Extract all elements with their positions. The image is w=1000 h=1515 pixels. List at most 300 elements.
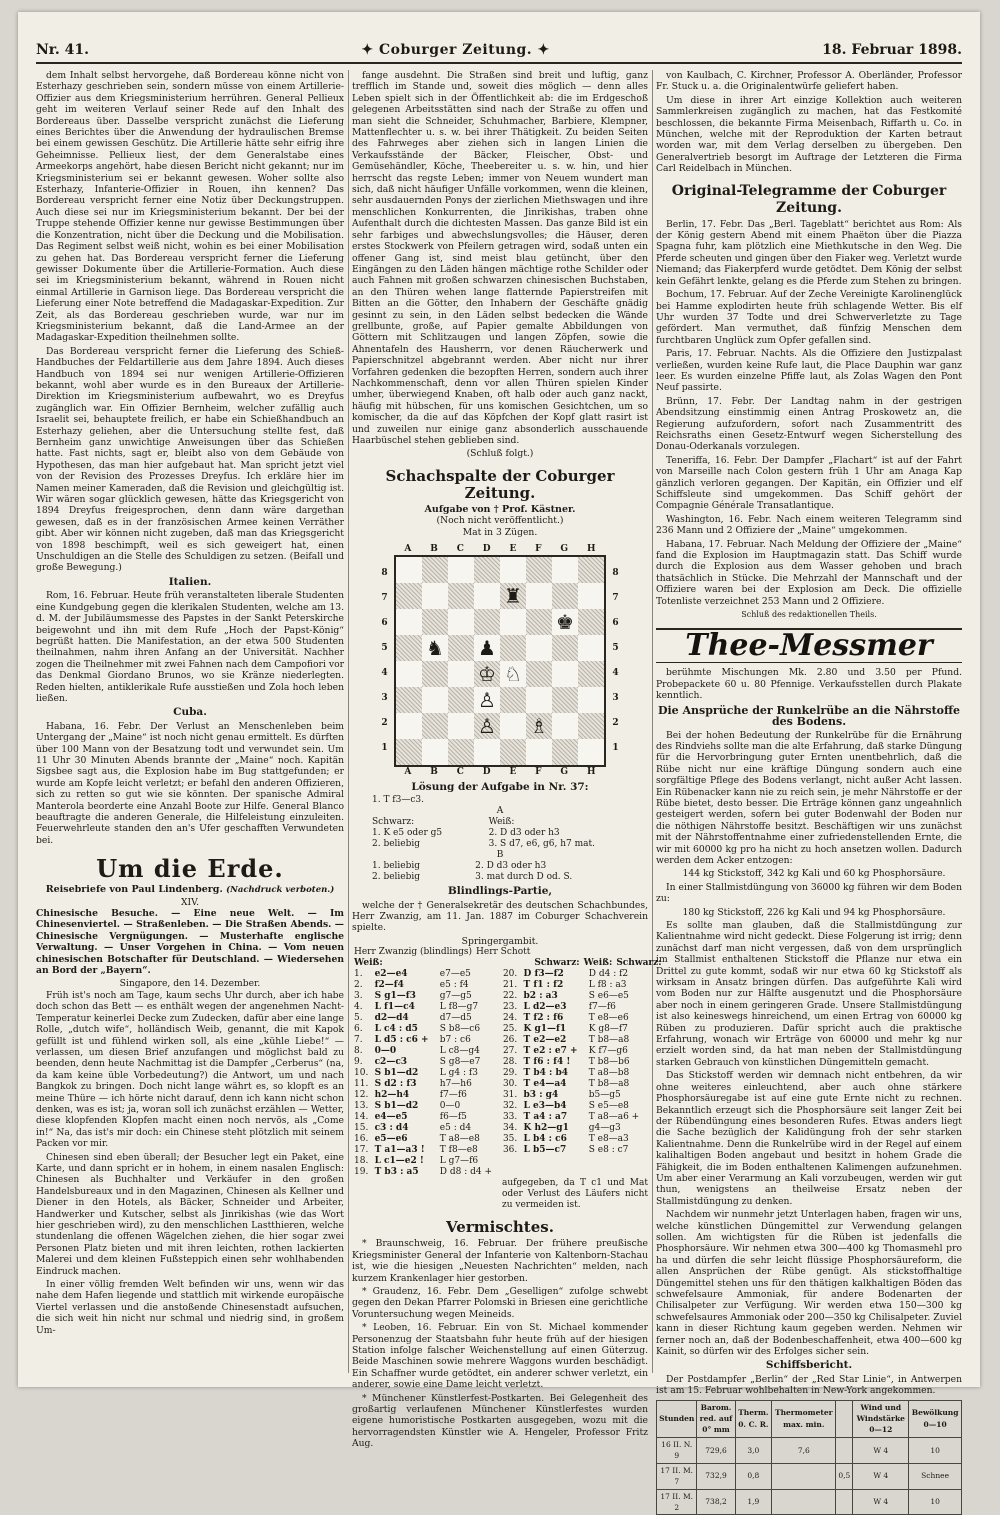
table-cell: 7,6 — [772, 1437, 836, 1463]
move-row — [352, 1112, 648, 1123]
chess-square — [422, 739, 448, 765]
move-number: 30. — [502, 1079, 518, 1090]
move: 2. D d3 oder h3 — [488, 828, 560, 839]
player-white: Herr Zwanzig (blindlings) — [354, 947, 473, 958]
rank-label: 6 — [381, 618, 388, 629]
move-number: 21. — [502, 980, 518, 991]
move: S g8—e7 — [439, 1057, 481, 1068]
chess-square — [500, 687, 526, 713]
move: K g1—f1 — [523, 1024, 567, 1035]
table-cell: 1,9 — [735, 1489, 772, 1515]
move — [522, 1156, 587, 1167]
table-cell: 16 II. N. 9 — [657, 1437, 697, 1463]
file-label: G — [560, 544, 569, 555]
move: e5 : d4 — [439, 1123, 472, 1134]
file-label: D — [482, 544, 491, 555]
table-header: Bewölkung 0—10 — [909, 1400, 962, 1437]
move-number: 28. — [502, 1057, 518, 1068]
table-header: Wind und Windstärke 0—12 — [853, 1400, 909, 1437]
move: 3. S d7, e6, g6, h7 mat. — [488, 839, 596, 850]
move: K h2—g1 — [523, 1123, 569, 1134]
file-label: C — [456, 767, 464, 778]
chess-square — [448, 661, 474, 687]
chess-square — [422, 713, 448, 739]
file-label: H — [586, 544, 596, 555]
chess-mate-in: Mat in 3 Zügen. — [462, 526, 538, 538]
chess-square — [474, 557, 500, 583]
table-row — [657, 1489, 962, 1515]
chess-square — [526, 583, 552, 609]
article-paragraph: Das Bordereau verspricht ferner die Lieferung des Schieß-Handbuches der Feldartillerie aus dem Jahre 1894. Auch dieses Handbuch von 1894 sei nur wenigen Artillerie-Offizieren bekannt, wohl aber wurde es in den Bureaux der Artillerie-Direktion im Kriegsministerium aufbewahrt, wo es Dreyfus zugänglich war. Ein Offizier Bernheim, welcher zufällig auch Israelit sei, behauptete freilich, er habe ein Schießhandbuch an Esterhazy geliehen, aber die Untersuchung stellte fest, daß Bernheim ganz unwichtige Anweisungen über das Schießen hatte. Fast nichts, sagt er, bleibt also von dem Gebäude von Hypothesen, das man hier aufgebaut hat. Man spricht jetzt viel von der Revision des Prozesses Dreyfus. Ich erkläre hier im Namen meiner Kameraden, daß die Revision und gleichgültig ist. Wir wären sogar glücklich gewesen, hätte das Kriegsgericht von 1894 Dreyfus freigesprochen, denn dann wäre dargethan gewesen, daß es in der französischen Armee keinen Verräther gibt. Aber wir können nicht zugeben, daß man das Kriegsgericht von 1898 beschimpft, weil es sich geweigert hat, einen Unschuldigen an die Stelle des Schuldigen zu setzen. (Beifall und große Bewegung.) — [36, 345, 344, 574]
move: b7 : c6 — [439, 1035, 471, 1046]
table-header: Therm. 0. C. R. — [735, 1400, 772, 1437]
move-number: 11. — [354, 1079, 369, 1090]
move-number: 2. — [354, 980, 363, 991]
game-moves — [352, 947, 662, 1211]
chess-square — [552, 687, 578, 713]
chess-square — [396, 739, 422, 765]
move: T b8—a8 — [588, 1079, 630, 1090]
chess-square — [422, 583, 448, 609]
white-header: Weiß: — [354, 958, 383, 969]
table-header: Barom. red. auf 0° mm — [697, 1400, 735, 1437]
table-cell: W 4 — [853, 1463, 909, 1489]
move-number: 8. — [354, 1046, 363, 1057]
telegram: Brünn, 17. Febr. Der Landtag nahm in der gestrigen Abendsitzung einstimmig einen Antrag Proskowetz an, die Regierung aufzufordern, sofort nach Zusammentritt des Reichsraths einen Gesetz-Entwurf wegen Sicherstellung des Donau-Oderkanals vorzulegen. — [656, 395, 962, 453]
move-row — [352, 1090, 648, 1101]
news-item: * Graudenz, 16. Febr. Dem „Geselligen“ zufolge schwebt gegen den Dekan Pfarrer Polomski in Briesen eine gerichtliche Voruntersuchung wegen Meineids. — [352, 1285, 648, 1320]
move-number: 10. — [354, 1068, 369, 1079]
table-cell: W 4 — [853, 1437, 909, 1463]
move-number: 17. — [354, 1145, 369, 1156]
move: L d5 : c6 + — [374, 1035, 429, 1046]
continuation-note: (Schluß folgt.) — [466, 448, 534, 460]
file-label: A — [404, 767, 412, 778]
move: L c4 : d5 — [374, 1024, 418, 1035]
move: S b1—d2 — [374, 1068, 419, 1079]
move-row — [352, 1024, 648, 1035]
move-number: 12. — [354, 1090, 369, 1101]
chess-square — [396, 661, 422, 687]
chess-square — [448, 739, 474, 765]
move-number: 19. — [354, 1167, 369, 1178]
telegram-heading: Original-Telegramme der Coburger Zeitung. — [671, 182, 947, 216]
white-header: Weiß: — [583, 958, 613, 969]
move: T e8—a3 — [588, 1134, 629, 1145]
chess-square — [578, 557, 604, 583]
move: L c8—g4 — [439, 1046, 480, 1057]
chess-square — [526, 661, 552, 687]
move-number: 7. — [354, 1035, 363, 1046]
news-item: * Braunschweig, 16. Februar. Der frühere preußische Kriegsminister General der Infanterie von Kaltenborn-Stachau ist, wie die hiesigen „Neuesten Nachrichten“ melden, nach kurzem Krankenlager hier gestorben. — [352, 1238, 648, 1284]
file-label: B — [430, 544, 438, 555]
move-number: 13. — [354, 1101, 369, 1112]
telegram: Berlin, 17. Febr. Das „Berl. Tageblatt“ berichtet aus Rom: Als der König gestern Abend mit einem Phaëton über die Piazza Spagna fuhr, kam plötzlich eine Miethkutsche in den Weg. Die Pferde scheuten und gingen über den Fiaker weg. Verletzt wurde Niemand; das Fiakerpferd wurde getödtet. Dem König der selbst kein Gefährt lenkte, gelang es die Pferde zum Stehen zu bringen. — [656, 218, 962, 287]
player-black: Herr Schott — [476, 947, 531, 958]
table-cell: 0,5 — [836, 1463, 853, 1489]
move-row — [352, 1079, 648, 1090]
chess-square — [552, 713, 578, 739]
article-paragraph: 180 kg Stickstoff, 226 kg Kali und 94 kg Phosphorsäure. — [682, 906, 946, 918]
chess-square — [422, 661, 448, 687]
ship-report-heading: Schiffsbericht. — [765, 1359, 853, 1372]
issue-date: 18. Februar 1898. — [822, 42, 962, 58]
move-row — [352, 991, 648, 1002]
chess-square — [500, 635, 526, 661]
table-cell: 732,9 — [697, 1463, 735, 1489]
move: S g1—f3 — [374, 991, 416, 1002]
chess-square — [500, 557, 526, 583]
move-number: 1. — [354, 969, 363, 980]
chess-square — [578, 713, 604, 739]
move-row — [352, 1057, 648, 1068]
article-paragraph: Das Stickstoff werden wir demnach nicht entbehren, da wir ohne weiteres einleuchtend, aber auch ohne stärkere Phosphorsäuregabe ist auf eine gute Ernte nicht zu rechnen. Bekanntlich erzeugt sich die Phosphorsäure seit langer Zeit bei der Rübendüngung eines besonderen Rufes. Etwas anders liegt die Sache bezüglich der Kalidüngung froh der sehr starken Kalientnahme. Denn die Runkelrübe wird in der Regel auf einem kalihaltigen Boden angebaut und besitzt in hohem Grade die Fähigkeit, die im Boden enthaltenen Kalimengen aufzunehmen. Um aber einer Verarmung an Kali vorzubeugen, werden wir gut thun, wenigstens an theilweise Ersatz neben der Stallmistdüngung zu denken. — [656, 1070, 962, 1207]
chess-piece-square: ♞ — [422, 635, 448, 661]
move — [587, 1167, 648, 1178]
file-labels-bottom — [375, 767, 625, 778]
chess-square — [474, 609, 500, 635]
rank-label: 2 — [612, 718, 619, 729]
chess-square — [422, 687, 448, 713]
move-row — [352, 1123, 648, 1134]
move: S e8 : c7 — [588, 1145, 629, 1156]
chess-square — [552, 661, 578, 687]
chess-square — [474, 583, 500, 609]
move-number: 18. — [354, 1156, 369, 1167]
move-number: 15. — [354, 1123, 369, 1134]
chess-square — [526, 609, 552, 635]
rank-label: 4 — [381, 668, 388, 679]
table-cell: 738,2 — [697, 1489, 735, 1515]
move: 2. beliebig — [372, 872, 421, 883]
move-number: 35. — [502, 1134, 518, 1145]
file-label: E — [509, 544, 517, 555]
move: e5—e6 — [374, 1134, 408, 1145]
move: T b8—a8 — [588, 1035, 630, 1046]
table-header — [836, 1400, 853, 1437]
move-row — [352, 1145, 648, 1156]
move: T e2 : e7 + — [523, 1046, 578, 1057]
table-cell: 17 II. M. 7 — [657, 1463, 697, 1489]
move: g4—g3 — [588, 1123, 621, 1134]
chess-problem-author: Aufgabe von † Prof. Kästner. — [424, 503, 576, 515]
tea-advertisement-logo: Thee-Messmer — [656, 628, 962, 663]
rank-label: 1 — [612, 743, 619, 754]
move: T b3 : a5 — [374, 1167, 419, 1178]
chess-square — [448, 583, 474, 609]
moves-table — [352, 969, 648, 1178]
chess-square — [448, 713, 474, 739]
chess-board — [394, 555, 606, 767]
rank-label: 8 — [612, 568, 619, 579]
black-header: Schwarz: — [616, 958, 662, 969]
chess-square — [422, 609, 448, 635]
chess-square — [578, 583, 604, 609]
move: L d2—e3 — [523, 1002, 567, 1013]
variation-a-label: A — [496, 806, 504, 817]
telegram: Bochum, 17. Februar. Auf der Zeche Vereinigte Karolinenglück bei Hamme explodirten heute früh schlagende Wetter. Bis elf Uhr wurden 37 Todte und drei Schwerverletzte zu Tage gefördert. Man vermuthet, daß fünfzig Menschen dem furchtbaren Unglück zum Opfer gefallen sind. — [656, 289, 962, 346]
feuilleton-subtitle — [36, 884, 344, 896]
move-row — [352, 1002, 648, 1013]
chess-square — [500, 739, 526, 765]
move-row — [352, 1035, 648, 1046]
chess-square — [396, 687, 422, 713]
chess-square — [448, 635, 474, 661]
move: S e6—e5 — [588, 991, 629, 1002]
move: L f8—g7 — [439, 1002, 479, 1013]
move: e5 : f4 — [439, 980, 469, 991]
article-paragraph: Rom, 16. Februar. Heute früh veranstalteten liberale Studenten eine Kundgebung gegen die klerikalen Studenten, welche am 13. d. M. der Jubiläumsmesse des Papstes in der Sankt Peterskirche beigewohnt und ihn mit dem Rufe „Hoch der Papst-König“ begrüßt hatten. Die Manifestation, an der etwa 500 Studenten theilnahmen, nahm ihren Anfang an der Universität. Nachher zogen die Theilnehmer mit zwei Fahnen nach dem Campofiori vor das Denkmal Giordano Brunos, wo sie Kränze niederlegten. Reden hielten, antiklerikale Rufe ausstießen und Zola hoch leben ließen. — [36, 590, 344, 704]
chess-square — [578, 661, 604, 687]
rank-label: 3 — [612, 693, 619, 704]
move: g7—g5 — [439, 991, 472, 1002]
move-number — [501, 1167, 522, 1178]
file-label: F — [535, 767, 542, 778]
chess-square — [552, 739, 578, 765]
move: L e3—b4 — [523, 1101, 567, 1112]
move: 0—0 — [439, 1101, 461, 1112]
tea-advertisement-text: berühmte Mischungen Mk. 2.80 und 3.50 per Pfund. Probepackete 60 u. 80 Pfennige. Verkaufsstellen durch Plakate kenntlich. — [656, 667, 962, 702]
chapter-number: XIV. — [180, 896, 200, 908]
move-number: 31. — [502, 1090, 518, 1101]
move-number: 6. — [354, 1024, 363, 1035]
move: T a4 : a7 — [523, 1112, 568, 1123]
move-number — [501, 1156, 522, 1167]
chess-unpublished-note: (Noch nicht veröffentlicht.) — [436, 515, 564, 527]
move: f7—f6 — [439, 1090, 467, 1101]
move: T a1—a3 ! — [374, 1145, 425, 1156]
telegram: Paris, 17. Februar. Nachts. Als die Offiziere den Justizpalast verließen, wurden keine Rufe laut, die Place Dauphin war ganz leer. Es wurden einzelne Pfiffe laut, als Zolas Wagen den Pont Neuf passirte. — [656, 348, 962, 394]
move: 2. D d3 oder h3 — [475, 861, 547, 872]
chess-piece-square: ♚ — [552, 609, 578, 635]
file-label: D — [482, 767, 491, 778]
move: c2—c3 — [374, 1057, 408, 1068]
move: S e5—e8 — [588, 1101, 629, 1112]
chess-piece-square: ♘ — [500, 661, 526, 687]
move — [587, 1156, 648, 1167]
chess-square — [526, 557, 552, 583]
move-number: 4. — [354, 1002, 363, 1013]
move: T f1 : f2 — [523, 980, 564, 991]
move: T b4 : b4 — [523, 1068, 569, 1079]
chess-piece-square: ♗ — [526, 713, 552, 739]
chess-square — [396, 635, 422, 661]
table-header: Stunden — [657, 1400, 697, 1437]
newspaper-title: ✦ Coburger Zeitung. ✦ — [361, 42, 550, 58]
move: h2—h4 — [374, 1090, 410, 1101]
move: 1. K e5 oder g5 — [372, 828, 443, 839]
solution-key-move: 1. T f3—c3. — [372, 795, 424, 806]
table-cell: 0,8 — [735, 1463, 772, 1489]
white-label: Weiß: — [488, 817, 515, 828]
move-number: 9. — [354, 1057, 363, 1068]
move: b3 : g4 — [523, 1090, 559, 1101]
move: T a8—a6 + — [588, 1112, 640, 1123]
move-row — [352, 1167, 648, 1178]
move: L c1—e2 ! — [374, 1156, 424, 1167]
rank-label: 5 — [381, 643, 388, 654]
news-item: * Leoben, 16. Februar. Ein von St. Michael kommender Personenzug der Staatsbahn fuhr heute früh auf der hiesigen Station infolge falscher Weichenstellung auf einen Güterzug. Beide Maschinen sowie mehrere Waggons wurden beschädigt. Ein Schaffner wurde getödtet, ein anderer schwer verletzt, ein anderer, sowie eine Dame leicht verletzt. — [352, 1322, 648, 1391]
move: S b8—c6 — [439, 1024, 481, 1035]
rank-label: 4 — [612, 668, 619, 679]
move: f7—f6 — [588, 1002, 616, 1013]
move-number: 3. — [354, 991, 363, 1002]
move-number: 16. — [354, 1134, 369, 1145]
move: b2 : a3 — [523, 991, 558, 1002]
masthead-rule — [36, 62, 962, 64]
chess-piece-square: ♔ — [474, 661, 500, 687]
rank-label: 1 — [381, 743, 388, 754]
move-row — [352, 1101, 648, 1112]
chess-square — [526, 635, 552, 661]
chess-square — [422, 557, 448, 583]
move: T a8—e8 — [439, 1134, 480, 1145]
move: 2. beliebig — [372, 839, 421, 850]
chess-piece-square: ♟ — [474, 635, 500, 661]
article-paragraph: Früh ist's noch am Tage, kaum sechs Uhr durch, aber ich habe doch schon das Bett — es enthält wegen der angenehmen Nacht-Temperatur keinerlei Decke zum Zudecken, dafür aber eine lange Rolle, „dutch wife“, holländisch Weib, genannt, die mit Kapok gefüllt ist und fühlend wirken soll, als eine „kühle Liebe!“ — verlassen, um diesen Brief anzufangen und möglichst bald zu beenden, denn heute Nachmittag ist die Dampfer „Cerberus“ (na, da kam keine üble Vorbedeutung?) die Antwort, um und nach Bangkok zu bringen. Doch nicht lange währt es, so klopft es an meine Thüre — ich hörte nicht darauf, denn ich kann nicht schon denken, was es ist; ja, woran soll ich zunächst erzählen — Wetter, diese klopfenden Klopfen macht einen noch nervös, als „Come in!“ Na, das ist's mir doch: ein Chinese steht plötzlich mit seinem Packen vor mir. — [36, 989, 344, 1150]
chess-piece-square: ♜ — [500, 583, 526, 609]
chess-square — [396, 583, 422, 609]
article-paragraph: von Kaulbach, C. Kirchner, Professor A. Oberländer, Professor Fr. Stuck u. a. die Originalentwürfe geliefert haben. — [656, 70, 962, 93]
move-row — [352, 1156, 648, 1167]
chess-square — [526, 739, 552, 765]
chess-piece-square: ♙ — [474, 713, 500, 739]
article-paragraph: 144 kg Stickstoff, 342 kg Kali und 60 kg Phosphorsäure. — [682, 868, 946, 880]
chess-square — [500, 713, 526, 739]
move-number: 23. — [502, 1002, 518, 1013]
rank-labels-left — [375, 561, 394, 761]
chess-square — [448, 687, 474, 713]
section-heading-cuba: Cuba. — [173, 706, 207, 719]
section-heading-italien: Italien. — [168, 575, 212, 588]
article-paragraph: Um diese in ihrer Art einzige Kollektion auch weiteren Sammlerkreisen zugänglich zu machen, hat das Festkomité beschlossen, die bekannte Firma Meisenbach, Riffarth u. Co. in München, welche mit der Reproduktion der Karten betraut worden war, mit dem Verlag derselben zu übergeben. Den Generalvertrieb besorgt im Auftrage der Letzteren die Firma Carl Reidelbach in München. — [656, 94, 962, 175]
newspaper-page — [18, 12, 980, 1512]
move: T a8—b8 — [588, 1068, 630, 1079]
news-item: * Münchener Künstlerfest-Postkarten. Bei Gelegenheit des großartig verlaufenen Münchener Künstlerfestes wurden eigene humoristische Postkarten ausgegeben, wozu mit die hervorragendsten Künstler wie A. Hengeler, Professor Fritz Aug. — [352, 1392, 648, 1450]
blindfold-game-intro: welche der † Generalsekretär des deutschen Schachbundes, Herr Zwanzig, am 11. Jan. 1887 im Coburger Schachverein spielte. — [352, 899, 648, 934]
move: b5—g5 — [588, 1090, 621, 1101]
move-number: 14. — [354, 1112, 369, 1123]
black-label: Schwarz: — [372, 817, 415, 828]
chess-square — [474, 739, 500, 765]
move-row — [352, 1013, 648, 1024]
chess-column-title: Schachspalte der Coburger Zeitung. — [385, 466, 615, 502]
move-number: 20. — [502, 969, 518, 980]
chess-square — [526, 687, 552, 713]
move: S d2 : f3 — [374, 1079, 417, 1090]
article-heading-runkelruebe: Die Ansprüche der Runkelrübe an die Nährstoffe des Bodens. — [657, 703, 961, 729]
opening-name: Springergambit. — [461, 935, 539, 947]
feuilleton-title: Um die Erde. — [96, 854, 284, 884]
variation-a — [352, 817, 648, 850]
move: T f8—e8 — [439, 1145, 478, 1156]
table-cell: 10 — [909, 1489, 962, 1515]
masthead — [36, 34, 962, 58]
article-paragraph: fange ausdehnt. Die Straßen sind breit und luftig, ganz trefflich im Stande und, soweit dies möglich — denn alles Leben spielt sich in der Öffentlichkeit ab: die im Erdgeschoß gelegenen Arbeitsstätten sind nach der Straße zu offen und man sieht die Schneider, Schuhmacher, Barbiere, Klempner, Mattenflechter u. s. w. bei ihrer Thätigkeit. Zu beiden Seiten des Fahrweges aber ziehen sich in langen Linien die Verkaufsstände der Bäcker, Fleischer, Obst- und Gemüsehändler, Köche, Theebereiter u. s. w. hin, und hier herrscht das regste Leben; immer von Neuem wundert man sich, daß nicht häufiger Unfälle vorkommen, wenn die kleinen, sehr ausdauernden Ponys der zierlichen Miethswagen und ihre menschlichen Konkurrenten, die Jinrikishas, traben ohne Aufenthalt durch die dichtesten Massen. Das ganze Bild ist ein sehr farbiges und abwechslungsvolles; die Häuser, deren erstes Stockwerk von Pfeilern getragen wird, sodaß unten ein offener Gang ist, sind meist blau getüncht, über den Eingängen zu den Läden hängen mächtige rothe Schilder oder auch Fahnen mit großen schwarzen chinesischen Buchstaben, an den Thüren wehen lange flatternde Papierstreifen mit Bitten an die Götter, den Inhabern der Geschäfte gnädig gesinnt zu sein, in den Läden selbst bedecken die Wände grellbunte, große, auf Papier gemalte Abbildungen von Göttern mit Schlitzaugen und langen Zöpfen, sowie die Ahnentafeln des Hausherrn, vor denen Räucherwerk und Papierschnitzel abgebrannt werden. Aber nicht nur ihrer Vorfahren gedenken die bezopften Herren, sondern auch ihrer Nachkommenschaft, denn vor allen Thüren spielen Kinder umher, überwiegend Knaben, oft halb oder auch ganz nackt, häufig mit hübschen, für uns komischen Gesichtchen, um so komischer, da die auf das Köpfchen der Kopf glatt rasirt ist und zuweilen nur einige ganz absonderlich ausschauende Haarbüschel stehen geblieben sind. — [352, 70, 648, 446]
move: T e4—a4 — [523, 1079, 567, 1090]
move-number: 24. — [502, 1013, 518, 1024]
blindfold-game-heading: Blindlings-Partie, — [447, 885, 553, 898]
move-number: 27. — [502, 1046, 518, 1057]
chapter-summary: Chinesische Besuche. — Eine neue Welt. — Im Chinesenviertel. — Straßenleben. — Die Straßen Abends. — Chinesische Vergnügungen. — Musterhafte englische Verwaltung. — Unser Vorgehen in China. — Vom neuen chinesischen Botschafter für Deutschland. — Wiedersehen an Bord der „Bayern“. — [36, 908, 344, 977]
chess-square — [552, 557, 578, 583]
telegram: Teneriffa, 16. Febr. Der Dampfer „Flachart“ ist auf der Fahrt von Marseille nach Colon gestern früh 1 Uhr am Anaga Kap gänzlich verloren gegangen. Der Kapitän, ein Offizier und elf Schiffsleute sind umgekommen. Das Schiff gehört der Compagnie Générale Transatlantique. — [656, 454, 962, 512]
solution — [352, 795, 648, 883]
file-label: E — [509, 767, 517, 778]
chess-square — [552, 583, 578, 609]
move-row — [352, 1068, 648, 1079]
table-cell — [836, 1489, 853, 1515]
black-header: Schwarz: — [534, 958, 580, 969]
table-cell: 17 II. M. 2 — [657, 1489, 697, 1515]
table-cell: W 4 — [853, 1489, 909, 1515]
move-number: 36. — [502, 1145, 518, 1156]
table-cell: 729,6 — [697, 1437, 735, 1463]
article-paragraph: dem Inhalt selbst hervorgehe, daß Bordereau könne nicht von Esterhazy geschrieben sein, sondern müsse von einem Artillerie-Offizier aus dem Kriegsministerium herrühren. General Pellieux geht im weiteren Verlauf seiner Rede auf den Inhalt des Bordereaus über. Dasselbe verspricht zunächst die Lieferung eines Berichtes über die Anwendung der hydraulischen Bremse bei einem gewissen Geschütz. Die Artillerie hätte sehr eifrig ihre Geheimnisse. Pellieux liest, der dem Generalstabe eines Armeekorps angehört, habe diesen Bericht nicht gekannt; nur im Kriegsministerium sei er bekannt gewesen. Woher sollte also Esterhazy, Infanterie-Offizier in Rouen, ihn kennen? Das Bordereau verspricht ferner eine Notiz über Deckungstruppen. Auch diese sei nur im Kriegsministerium bekannt. Der bei der Truppe stehende Offizier kenne nur gewisse Bestimmungen über die Konzentration, nicht über die Deckung und die Mobilisation. Das Regiment selbst weiß nicht, wohin es bei einer Mobilisation zu gehen hat. Das Bordereau verspricht ferner die Lieferung gewisser Dokumente über die Artillerie-Formation. Auch diese sei im Kriegsministerium bekannt, während in Rouen nicht einmal Artillerie in Garnison liege. Das Bordereau verspricht die Lieferung einer Note betreffend die Madagaskar-Expedition. Zur Zeit, als das Bordereau geschrieben wurde, war nur im Kriegsministerium bekannt, daß die Land-Armee an der Madagaskar-Expedition theilnehmen sollte. — [36, 70, 344, 344]
rank-label: 5 — [612, 643, 619, 654]
move: D d4 : f2 — [588, 969, 629, 980]
move: d2—d4 — [374, 1013, 409, 1024]
rank-label: 7 — [612, 593, 619, 604]
article-paragraph: Chinesen sind eben überall; der Besucher legt ein Paket, eine Karte, und dann spricht er in hohem, in einem nasalen Englisch: Chinesen als Buchhalter und Verkäufer in den großen Handelsbureaux und in den Magazinen, Chinesen als Kellner und Diener in den Hotels, als Bäcker, Schneider und Arbeiter, Handwerker und Kutscher, selbst als Jinrikishas (wie das Wort hier geschrieben wird), zu den menschlichen Lastthieren, welche stundenlang die offenen Wägelchen ziehen, die hier sogar zwei Personen Platz bieten und mit ihren leichten, rothen lackierten Malerei und dem kleinen Fußsteppich einen sehr wohlhabenden Eindruck machen. — [36, 1151, 344, 1277]
move-row — [352, 1046, 648, 1057]
editorial-end: Schluß des redaktionellen Theils. — [741, 610, 877, 620]
move: e4—e5 — [374, 1112, 408, 1123]
move: T f6 : f4 ! — [523, 1057, 571, 1068]
move: K g8—f7 — [588, 1024, 628, 1035]
article-paragraph: In einer völlig fremden Welt befinden wir uns, wenn wir das nahe dem Hafen liegende und stattlich mit wirkende europäische Viertel verlassen und die anstoßende Chinesenstadt aufsuchen, die sich weit hin nicht nur schmal und niedrig sind, in großem Um- — [36, 1279, 344, 1336]
move: L b5—c7 — [523, 1145, 567, 1156]
move: L b4 : c6 — [523, 1134, 567, 1145]
move: 3. mat durch D od. S. — [475, 872, 573, 883]
file-label: B — [430, 767, 438, 778]
issue-number: Nr. 41. — [36, 42, 89, 58]
column-2 — [352, 70, 662, 1450]
table-cell — [836, 1437, 853, 1463]
section-heading-vermischtes: Vermischtes. — [446, 1218, 554, 1237]
move: e2—e4 — [374, 969, 408, 980]
move: c3 : d4 — [374, 1123, 409, 1134]
file-label: G — [560, 767, 569, 778]
chess-square — [578, 687, 604, 713]
move-row — [352, 969, 648, 980]
move: f2—f4 — [374, 980, 404, 991]
rank-label: 7 — [381, 593, 388, 604]
move: K f7—g6 — [588, 1046, 628, 1057]
article-paragraph: Nachdem wir nunmehr jetzt Unterlagen haben, fragen wir uns, welche künstlichen Düngemittel zur Verwendung gelangen sollen. Am wichtigsten für die Rüben ist jedenfalls die Phosphorsäure. Wir nehmen etwa 300—400 kg Thomasmehl pro ha und dürfen die sehr leicht flüssige Phosphorsäureform, die allen Ansprüchen der Rübe genügt. Als stickstoffhaltige Düngemittel stehen uns für den thätigen kalkhaltigen Böden das schwefelsaure Ammoniak, für andere Bodenarten der Chilisalpeter zur Verfügung. Wir werden etwa 150—300 kg schwefelsaures Ammoniak oder 200—350 kg Chilisalpeter. Zuviel kann in dieser Richtung kaum gegeben werden. Nehmen wir ferner noch an, daß der Bodenbeschaffenheit, etwa 400—600 kg Kainit, so dürfen wir des Erfolges sicher sein. — [656, 1209, 962, 1358]
file-labels-top — [375, 544, 625, 555]
chess-square — [578, 739, 604, 765]
move: T e2—e2 — [523, 1035, 567, 1046]
chess-square — [396, 557, 422, 583]
chess-square — [578, 609, 604, 635]
move: D d8 : d4 + — [439, 1167, 492, 1178]
table-row — [657, 1437, 962, 1463]
move: 0—0 — [374, 1046, 397, 1057]
file-label: H — [586, 767, 596, 778]
game-end-note: aufgegeben, da T c1 und Mat oder Verlust des Läufers nicht zu vermeiden ist. — [502, 1178, 648, 1211]
rank-labels-right — [606, 561, 625, 761]
table-header: Thermometer max. min. — [772, 1400, 836, 1437]
rank-label: 8 — [381, 568, 388, 579]
weather-table — [656, 1400, 962, 1515]
move: h7—h6 — [439, 1079, 472, 1090]
table-cell — [772, 1489, 836, 1515]
move: L f1—c4 — [374, 1002, 415, 1013]
move-row — [352, 980, 648, 991]
ship-report: Der Postdampfer „Berlin“ der „Red Star Linie“, in Antwerpen ist am 15. Februar wohlbehalten in New-York angekommen. — [656, 1373, 962, 1397]
rank-label: 6 — [612, 618, 619, 629]
